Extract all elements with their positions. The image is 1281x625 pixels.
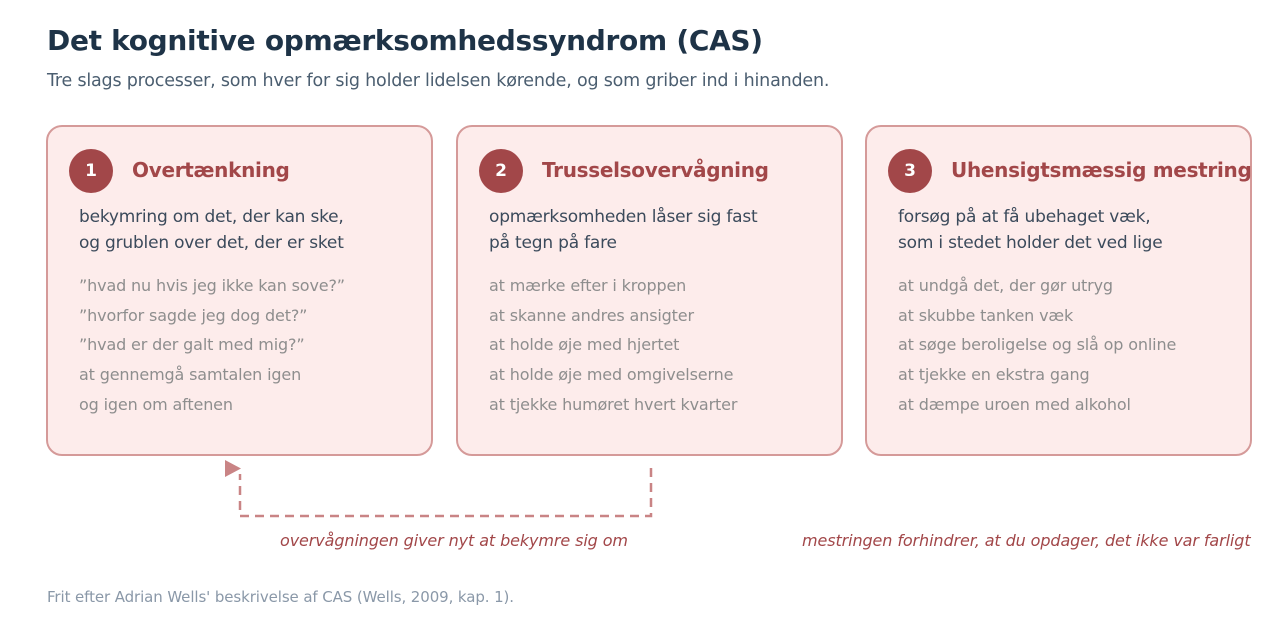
example-item: at mærke efter i kroppen	[489, 276, 687, 295]
card-description-line: og grublen over det, der er sket	[79, 233, 344, 253]
page-title: Det kognitive opmærksomhedssyndrom (CAS)	[47, 24, 763, 57]
example-item: at skanne andres ansigter	[489, 305, 694, 325]
example-item: ”hvorfor sagde jeg dog det?”	[79, 305, 308, 325]
card-description-line: forsøg på at få ubehaget væk,	[898, 207, 1151, 227]
example-item: at dæmpe uroen med alkohol	[898, 394, 1131, 414]
example-item: at holde øje med hjertet	[489, 335, 680, 355]
example-item: ”hvad er der galt med mig?”	[79, 335, 305, 355]
connection-caption: mestringen forhindrer, at du opdager, det ikke var farligt	[802, 531, 1251, 550]
example-item: at gennemgå samtalen igen	[79, 365, 302, 385]
card-number-badge: 3	[888, 149, 932, 193]
card-description-line: på tegn på fare	[489, 233, 617, 253]
example-item: at undgå det, der gør utryg	[898, 276, 1113, 295]
arrowhead-icon	[225, 460, 241, 477]
source-footnote: Frit efter Adrian Wells' beskrivelse af CAS (Wells, 2009, kap. 1).	[47, 588, 514, 606]
card-description-line: som i stedet holder det ved lige	[898, 233, 1163, 253]
dashed-connector-line	[240, 468, 651, 516]
example-item: at holde øje med omgivelserne	[489, 365, 734, 385]
card-title: Uhensigtsmæssig mestring	[951, 158, 1252, 182]
card-number-badge: 2	[479, 149, 523, 193]
connection-caption: overvågningen giver nyt at bekymre sig om	[280, 531, 628, 550]
card-number-badge: 1	[69, 149, 113, 193]
card-title: Trusselsovervågning	[542, 158, 769, 182]
example-item: at skubbe tanken væk	[898, 305, 1074, 325]
example-item: at søge beroligelse og slå op online	[898, 335, 1177, 355]
page-subtitle: Tre slags processer, som hver for sig holder lidelsen kørende, og som griber ind i hinanden.	[47, 71, 830, 91]
example-item: og igen om aftenen	[79, 394, 233, 414]
card-title: Overtænkning	[132, 158, 290, 182]
example-item: at tjekke en ekstra gang	[898, 365, 1090, 385]
card-description-line: bekymring om det, der kan ske,	[79, 207, 344, 227]
example-item: at tjekke humøret hvert kvarter	[489, 394, 738, 414]
example-item: ”hvad nu hvis jeg ikke kan sove?”	[79, 276, 345, 295]
card-description-line: opmærksomheden låser sig fast	[489, 207, 758, 227]
